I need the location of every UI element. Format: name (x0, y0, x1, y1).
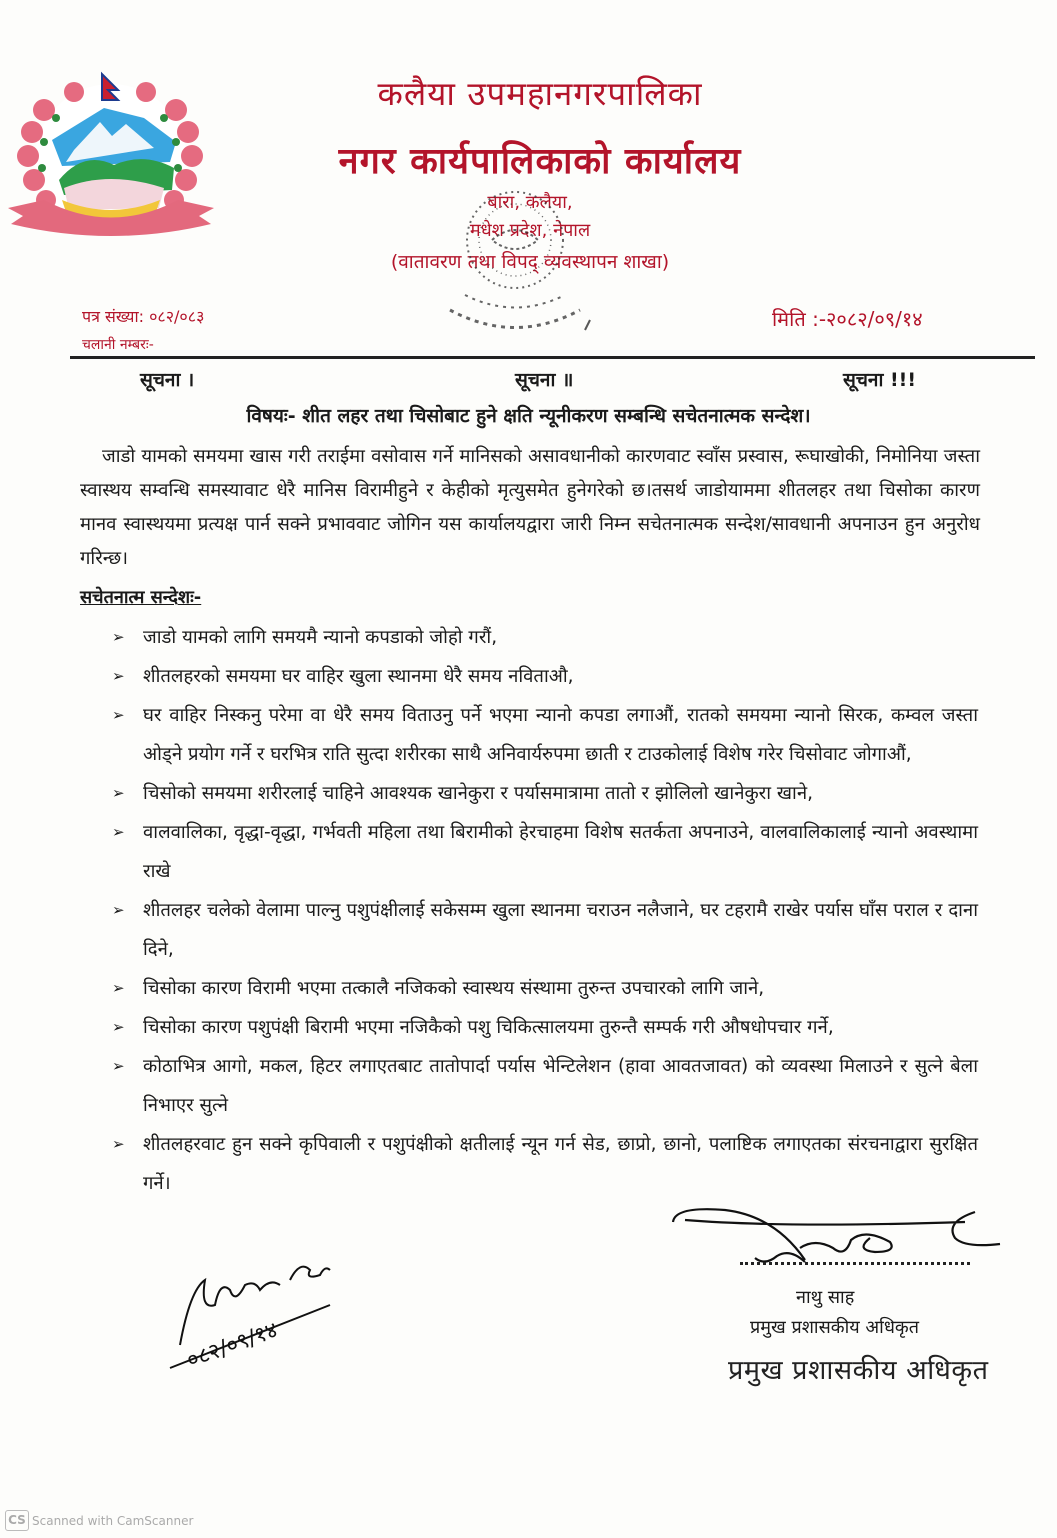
signature-dotted-line (740, 1262, 970, 1265)
dispatch-number: चलानी नम्बरः- (82, 337, 154, 353)
arrowhead-bullet-icon: ➢ (112, 901, 125, 919)
list-item (110, 891, 978, 969)
letter-date: मिति :-२०८२/०९/१४ (772, 307, 923, 331)
arrowhead-bullet-icon: ➢ (112, 628, 125, 646)
list-item (110, 1125, 978, 1203)
nepal-emblem-icon (4, 70, 218, 238)
message-text: जाडो यामको लागि समयमै न्यानो कपडाको जोहो गरौं, (143, 627, 498, 648)
list-item (110, 696, 978, 774)
arrowhead-bullet-icon: ➢ (112, 784, 125, 802)
branch-name: (वातावरण तथा विपद् व्यवस्थापन शाखा) (390, 251, 670, 273)
message-text: शीतलहर चलेको वेलामा पाल्नु पशुपंक्षीलाई सकेसम्म खुला स्थानमा चराउन नलैजाने, घर टहरामै राखेर पर्यास घाँस पराल र दाना दिने, (143, 900, 978, 960)
signatory-name: नाथु साह (796, 1287, 855, 1308)
arrowhead-bullet-icon: ➢ (112, 1018, 125, 1036)
message-text: शीतलहरवाट हुन सक्ने कृपिवाली र पशुपंक्षीको क्षतीलाई न्यून गर्न सेड, छाप्रो, छानो, पलाष्टिक लगाएतका संरचनाद्वारा सुरक्षित गर्ने। (143, 1134, 978, 1194)
list-item (110, 618, 978, 657)
arrowhead-bullet-icon: ➢ (112, 1135, 125, 1153)
message-text: वालवालिका, वृद्धा-वृद्धा, गर्भवती महिला तथा बिरामीको हेरचाहमा विशेष सतर्कता अपनाउने, वालवालिकालाई न्यानो अवस्थामा राखे (143, 822, 978, 882)
list-item (110, 1047, 978, 1125)
address-line-2: मधेश प्रदेश, नेपाल (469, 220, 591, 241)
arrowhead-bullet-icon: ➢ (112, 706, 125, 724)
list-item (110, 657, 978, 696)
messages-heading: सचेतनात्म सन्देशः- (80, 587, 202, 608)
arrowhead-bullet-icon: ➢ (112, 823, 125, 841)
notice-subject: विषयः- शीत लहर तथा चिसोबाट हुने क्षति न्यूनीकरण सम्बन्धि सचेतनात्मक सन्देश। (246, 405, 811, 427)
message-text: चिसोका कारण विरामी भएमा तत्कालै नजिकको स्वास्थय संस्थामा तुरुन्त उपचारको लागि जाने, (143, 978, 765, 999)
signatory-title: प्रमुख प्रशासकीय अधिकृत (750, 1317, 919, 1338)
list-item (110, 1008, 978, 1047)
notice-label-right: सूचना !!! (843, 369, 916, 391)
letter-number: पत्र संख्या: ०८२/०८३ (82, 307, 205, 326)
list-item (110, 969, 978, 1008)
handwritten-date: ०८२/०९/१४ (183, 1317, 282, 1374)
message-text: कोठाभित्र आगो, मकल, हिटर लगाएतबाट तातोपार्दा पर्यास भेन्टिलेशन (हावा आवतजावत) को व्यवस्था मिलाउने र सुत्ने बेला निभाएर सुत्ने (143, 1056, 978, 1116)
address-line-1: बारा, कलैया, (487, 192, 573, 213)
message-text: घर वाहिर निस्कनु परेमा वा धेरै समय विताउनु पर्ने भएमा न्यानो कपडा लगाऔं, रातको समयमा न्यानो सिरक, कम्वल जस्ता ओड्ने प्रयोग गर्ने र घरभित्र राति सुत्दा शरीरका साथै अनिवार्यरुपमा छाती र टाउकोलाई विशेष गरेर चिसोवाट जोगाऔं, (143, 705, 978, 765)
signatory-title-stamp: प्रमुख प्रशासकीय अधिकृत (728, 1355, 989, 1386)
office-seal-stamp-icon (430, 180, 600, 360)
message-text: शीतलहरको समयमा घर वाहिर खुला स्थानमा धेरै समय नविताऔ, (143, 666, 574, 687)
message-text: चिसोको समयमा शरीरलाई चाहिने आवश्यक खानेकुरा र पर्यासमात्रामा तातो र झोलिलो खानेकुरा खाने, (143, 783, 813, 804)
awareness-messages-list (110, 618, 978, 1203)
arrowhead-bullet-icon: ➢ (112, 979, 125, 997)
camscanner-logo-icon: CS (5, 1510, 29, 1531)
list-item (110, 813, 978, 891)
intro-paragraph: जाडो यामको समयमा खास गरी तराईमा वसोवास गर्ने मानिसको असावधानीको कारणवाट स्वाँस प्रस्वास, रूघाखोकी, निमोनिया जस्ता स्वास्थय सम्वन्धि समस्यावाट धेरै मानिस विरामीहुने र केहीको मृत्युसमेत हुनेगरेको छ।तसर्थ जाडोयाममा शीतलहर तथा चिसोका कारण मानव स्वास्थयमा प्रत्यक्ष पार्न सक्ने प्रभाववाट जोगिन यस कार्यालयद्वारा जारी निम्न सचेतनात्मक सन्देश/सावधानी अपनाउन हुन अनुरोध गरिन्छ। (80, 446, 980, 569)
arrowhead-bullet-icon: ➢ (112, 667, 125, 685)
municipality-name: कलैया उपमहानगरपालिका (377, 74, 703, 113)
office-name: नगर कार्यपालिकाको कार्यालय (338, 141, 742, 182)
handwritten-initials (160, 1250, 340, 1380)
arrowhead-bullet-icon: ➢ (112, 1057, 125, 1075)
list-item (110, 774, 978, 813)
scanner-watermark: Scanned with CamScanner (32, 1514, 194, 1528)
message-text: चिसोका कारण पशुपंक्षी बिरामी भएमा नजिकैको पशु चिकित्सालयमा तुरुन्तै सम्पर्क गरी औषधोपचार गर्ने, (143, 1017, 834, 1038)
notice-label-center: सूचना ॥ (515, 369, 574, 391)
header-divider (70, 356, 1035, 359)
notice-label-left: सूचना । (140, 369, 195, 391)
